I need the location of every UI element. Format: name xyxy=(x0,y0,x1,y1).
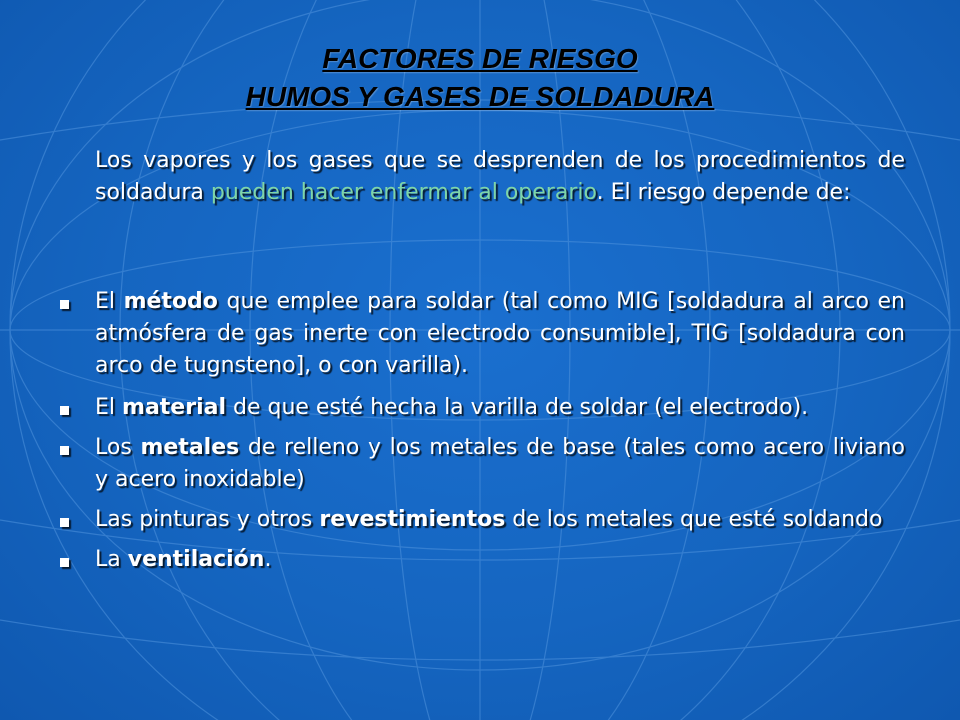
title-line-2: HUMOS Y GASES DE SOLDADURA xyxy=(245,81,715,112)
list-item-text: que emplee para soldar (tal como MIG [soldadura al arco en atmósfera de gas inerte con electrodo consumible], TIG [soldadura con arco de tugnsteno], o con varilla). xyxy=(95,289,905,378)
intro-highlight: pueden hacer enfermar al operario xyxy=(210,180,597,205)
list-item-text: de relleno y los metales de base (tales como acero liviano y acero inoxidable) xyxy=(95,435,905,492)
intro-text-start: Los vapores y los gases que se desprenden de los procedimientos de soldadura xyxy=(95,148,905,205)
list-item-text: El xyxy=(95,289,124,314)
list-item-keyword: ventilación xyxy=(127,547,265,572)
list-item-metodo xyxy=(60,286,905,382)
list-item-keyword: revestimientos xyxy=(319,507,506,532)
title-line-1: FACTORES DE RIESGO xyxy=(322,43,638,74)
list-item-keyword: método xyxy=(123,289,218,314)
square-bullet-icon xyxy=(60,446,69,455)
square-bullet-icon xyxy=(60,558,69,567)
list-item-text: Los xyxy=(95,435,141,460)
square-bullet-icon xyxy=(60,518,69,527)
intro-paragraph xyxy=(95,145,905,209)
list-item-text: El xyxy=(95,395,123,420)
square-bullet-icon xyxy=(60,300,69,309)
list-item-revestimientos xyxy=(60,504,905,536)
slide-title xyxy=(0,40,960,116)
risk-factor-list xyxy=(60,286,905,584)
list-item-material xyxy=(60,392,905,424)
list-item-text: . xyxy=(264,547,272,572)
list-item-text: de los metales que esté soldando xyxy=(505,507,883,532)
list-item-keyword: material xyxy=(122,395,226,420)
list-item-text: de que esté hecha la varilla de soldar (el electrodo). xyxy=(226,395,809,420)
intro-text-end: . El riesgo depende de: xyxy=(596,180,851,205)
list-item-ventilacion xyxy=(60,544,905,576)
list-item-text: Las pinturas y otros xyxy=(95,507,320,532)
list-item-text: La xyxy=(95,547,128,572)
square-bullet-icon xyxy=(60,406,69,415)
list-item-keyword: metales xyxy=(140,435,240,460)
list-item-metales xyxy=(60,432,905,496)
